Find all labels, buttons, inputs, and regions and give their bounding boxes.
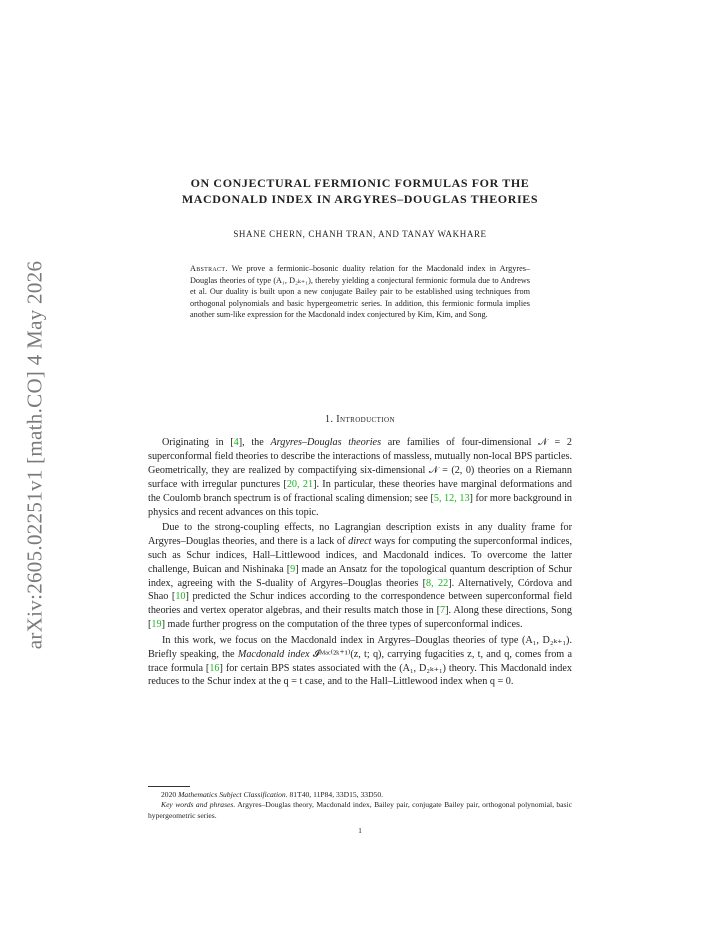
keywords-label: Key words and phrases.	[161, 800, 236, 810]
msc-year: 2020	[161, 790, 179, 799]
text-run: ] predicted the Schur indices according to the correspondence between superconformal field theories and vertex operator algebras, and their results match those in [	[148, 591, 572, 617]
citation-link[interactable]: 4	[233, 437, 239, 448]
citation-link[interactable]: 8, 22	[426, 577, 449, 589]
msc-codes: 81T40, 11P84, 33D15, 33D50.	[287, 790, 384, 799]
text-run: ], the	[238, 437, 271, 448]
footnote-divider	[148, 786, 190, 787]
emphasis-text: Macdonald index	[237, 648, 310, 660]
text-run: 𝓘ᴹᵃᶜ⁽²ᵏ⁺¹⁾(z, t; q), carrying fugacities z, t, and q, comes from a trace formula [	[148, 648, 573, 674]
author-list: SHANE CHERN, CHANH TRAN, AND TANAY WAKHARE	[233, 229, 487, 239]
text-run: are families of four-dimensional 𝒩 = 2 superconformal field theories to describe the interactions of massless, mutually non-local BPS particles. Geometrically, they are realized by compactifying six-dimensional 𝒩 = (2, 0) theories on a Riemann surface with irregular punctures [	[148, 437, 572, 490]
msc-label: Mathematics Subject Classification.	[178, 790, 288, 799]
arxiv-sidebar	[18, 250, 52, 660]
footnotes	[148, 790, 572, 821]
text-run: ]. Alternatively, Córdova and Shao [	[148, 577, 573, 603]
abstract-label: Abstract.	[190, 264, 228, 273]
section-heading	[148, 414, 572, 425]
text-run: ways for computing the superconformal indices, such as Schur indices, Hall–Littlewood indices, and Macdonald indices. To overcome the latter challenge, Buican and Nishinaka [	[148, 535, 572, 575]
citation-link[interactable]: 10	[175, 591, 186, 603]
citation-link[interactable]: 7	[440, 605, 446, 617]
citation-link[interactable]: 19	[151, 619, 162, 631]
emphasis-text: direct	[348, 535, 372, 547]
text-run: ] made an Ansatz for the topological quantum description of Schur index, agreeing with the S-duality of Argyres–Douglas theories [	[148, 563, 572, 589]
paragraph-2	[148, 521, 572, 632]
paragraph-1	[148, 436, 572, 519]
title-line-1: ON CONJECTURAL FERMIONIC FORMULAS FOR THE	[190, 176, 530, 190]
citation-link[interactable]: 5, 12, 13	[433, 492, 470, 504]
paragraph-3	[148, 634, 572, 690]
text-run: Due to the strong-coupling effects, no Lagrangian description exists in any duality frame for Argyres–Douglas theories, and there is a lack of	[148, 521, 572, 547]
text-run: ] made further progress on the computation of the three types of superconformal indices.	[161, 619, 523, 631]
keywords-footnote	[148, 800, 572, 821]
arxiv-identifier[interactable]: arXiv:2605.02251v1 [math.CO] 4 May 2026	[22, 260, 47, 650]
citation-link[interactable]: 9	[290, 563, 296, 575]
section-title: Introduction	[336, 414, 395, 425]
citation-link[interactable]: 16	[209, 662, 220, 674]
msc-footnote	[148, 790, 572, 800]
page-number: 1	[358, 826, 362, 835]
emphasis-text: Argyres–Douglas theories	[270, 437, 382, 448]
text-run: In this work, we focus on the Macdonald index in Argyres–Douglas theories of type (A₁, D₂ₖ₊₁). Briefly speaking, the	[148, 634, 572, 660]
section-body	[148, 436, 572, 691]
text-run: ]. Along these directions, Song [	[148, 605, 572, 631]
section-number: 1.	[325, 414, 334, 425]
title-line-2: MACDONALD INDEX IN ARGYRES–DOUGLAS THEORIES	[181, 192, 539, 206]
abstract-text: We prove a fermionic–bosonic duality relation for the Macdonald index in Argyres–Douglas theories of type (A₁, D₂ₖ₊₁), thereby yielding a conjectural fermionic formula due to Andrews et al. Our duality is built upon a new conjugate Bailey pair to be established using techniques from orthogonal polynomials and basic hypergeometric series. In addition, this fermionic formula implies another sum-like expression for the Macdonald index conjectured by Kim, Kim, and Song.	[190, 264, 530, 320]
citation-link[interactable]: 20, 21	[286, 478, 314, 490]
abstract	[190, 263, 530, 321]
text-run: ]. In particular, these theories have marginal deformations and the Coulomb branch spectrum is of fractional scaling dimension; see [	[148, 478, 573, 504]
text-run: ] for certain BPS states associated with the (A₁, D₂ₖ₊₁) theory. This Macdonald index reduces to the Schur index at the q = t case, and to the Hall–Littlewood index when q = 0.	[148, 662, 572, 688]
text-run: ] for more background in physics and recent advances on this topic.	[148, 492, 572, 518]
keywords-text: Argyres–Douglas theory, Macdonald index, Bailey pair, conjugate Bailey pair, orthogonal polynomial, basic hypergeometric series.	[148, 800, 572, 820]
paper-title	[148, 175, 572, 207]
text-run: Originating in [	[162, 437, 234, 448]
